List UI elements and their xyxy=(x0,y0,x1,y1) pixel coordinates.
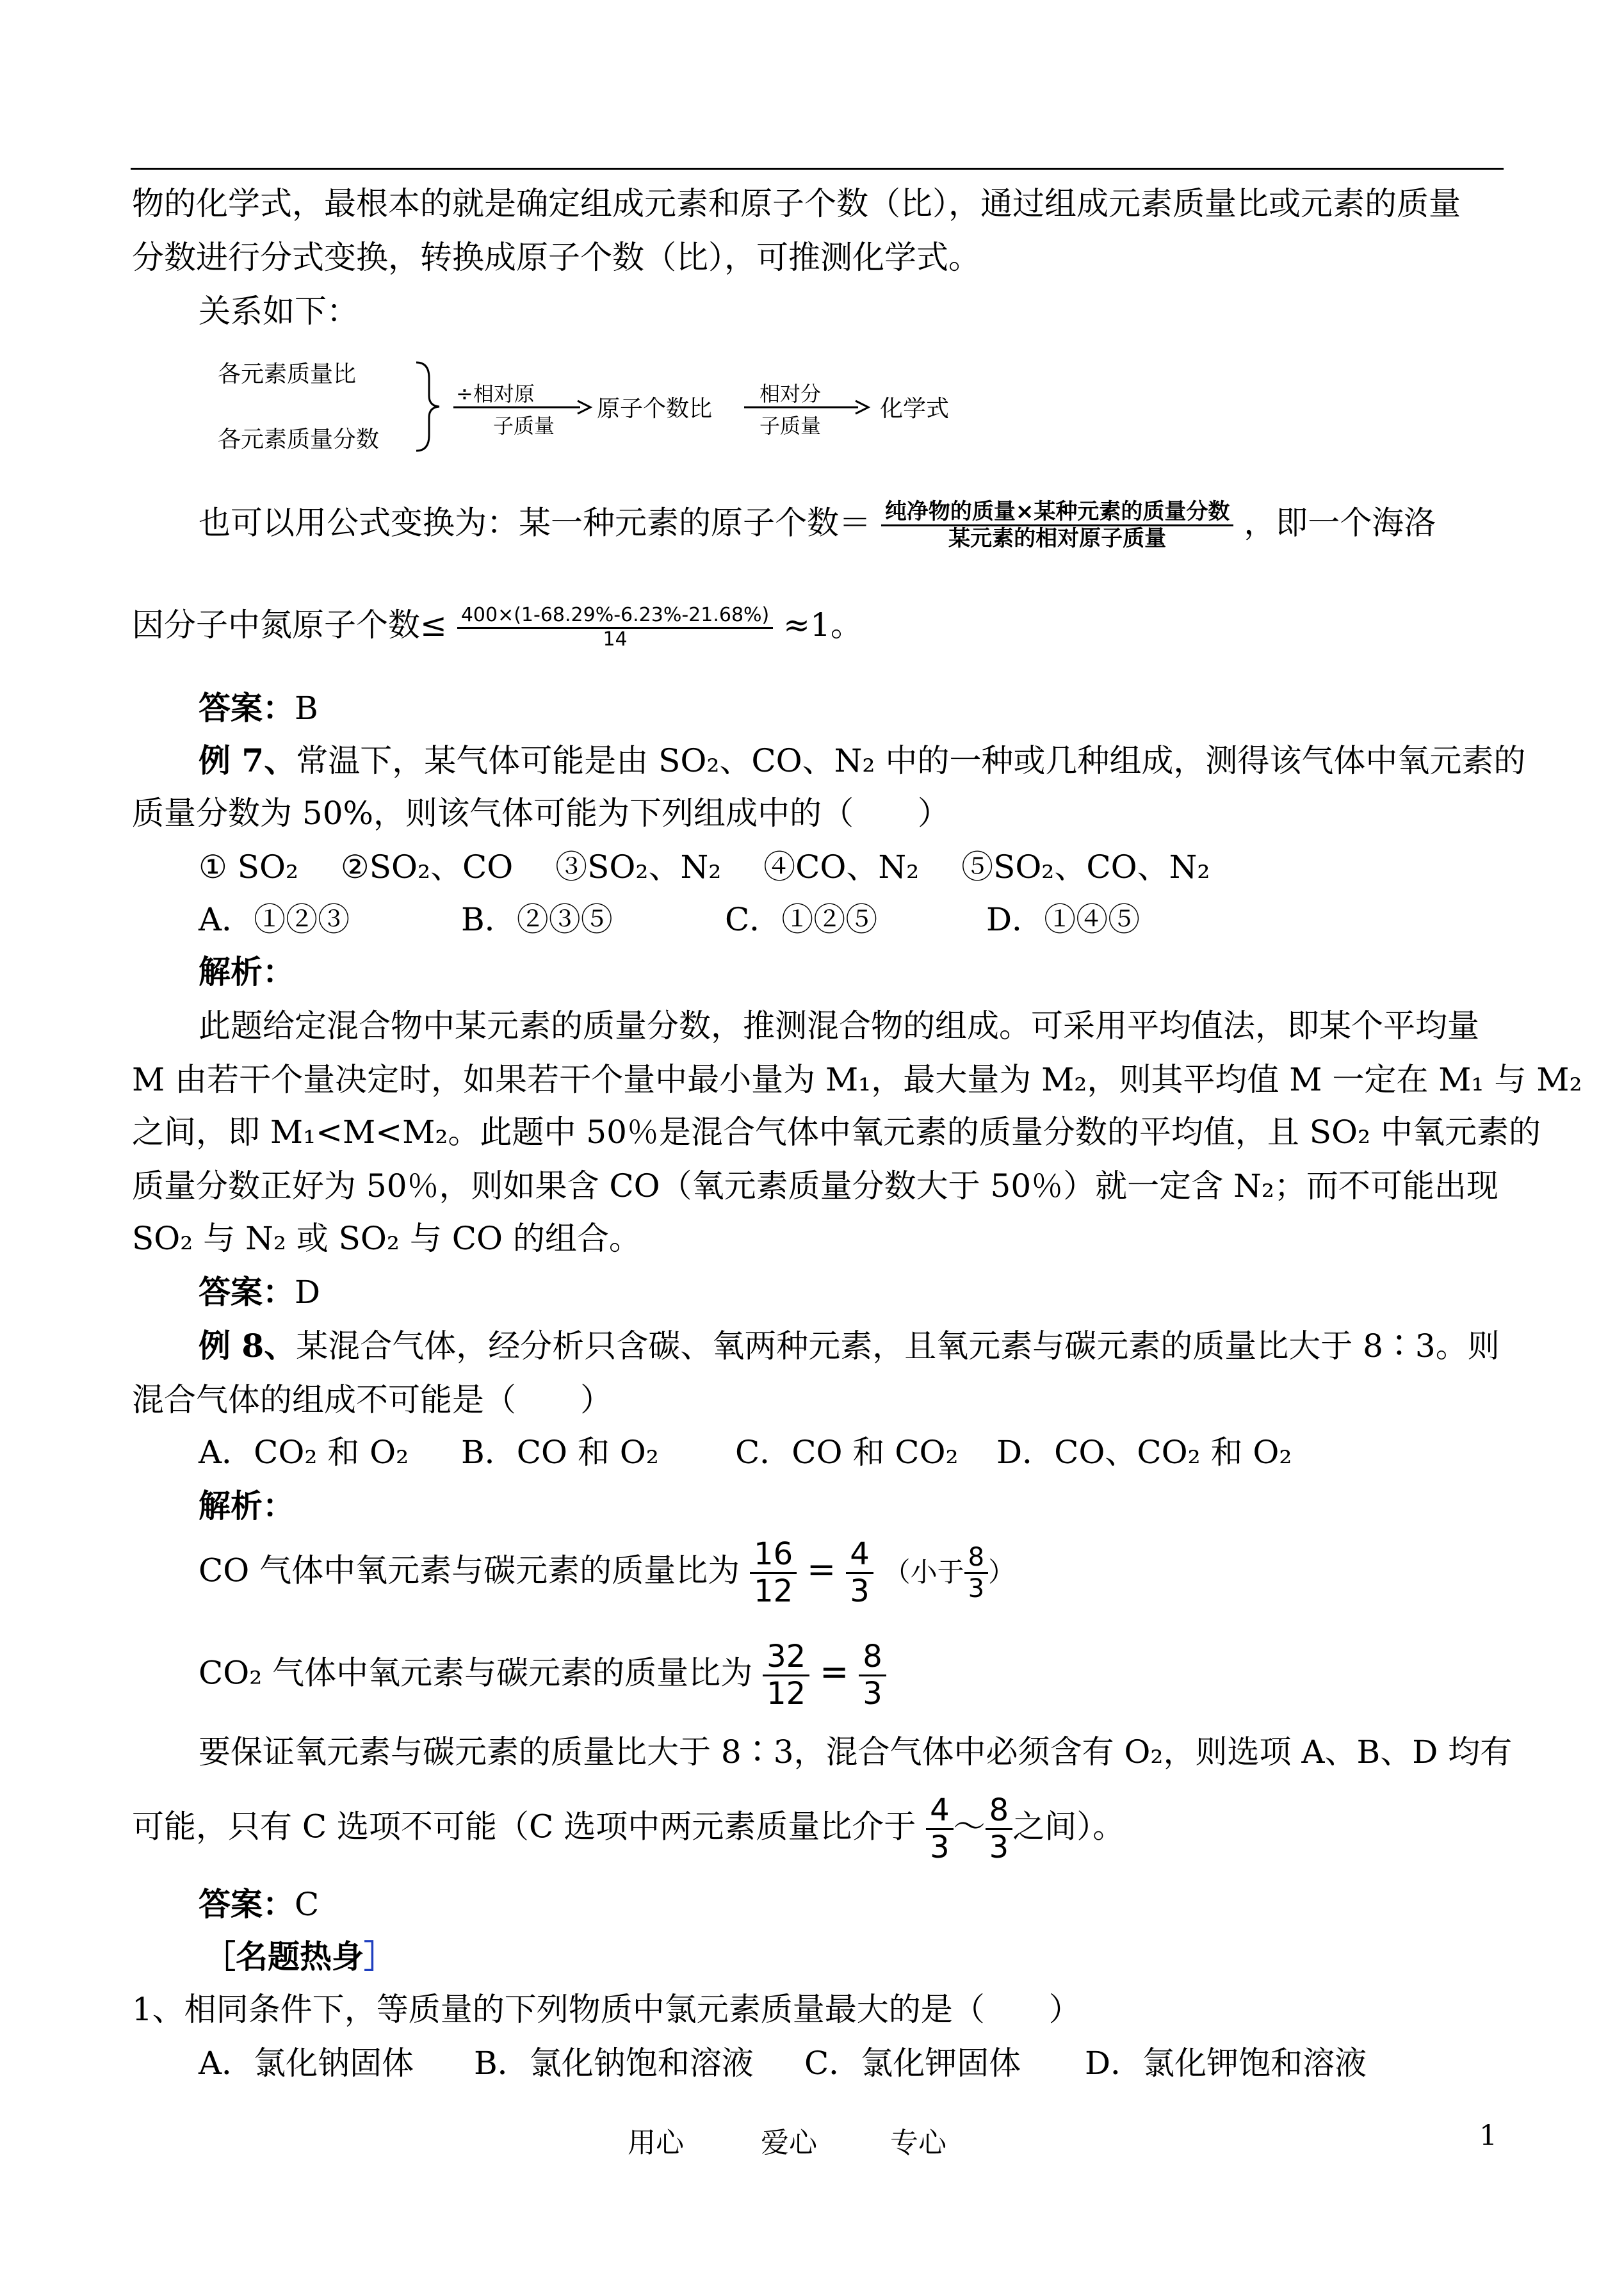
option-c: C．氯化钾固体 xyxy=(804,2045,1021,2082)
answer-label: 答案： xyxy=(199,1273,295,1311)
fraction-denominator: 12 xyxy=(754,1573,793,1610)
paragraph-line: M 由若干个量决定时，如果若干个量中最小量为 M₁，最大量为 M₂，则其平均值 M 一定在 M₁ 与 M₂ xyxy=(132,1061,1582,1098)
arrow-right-icon xyxy=(452,400,593,415)
diagram-formula: 化学式 xyxy=(880,396,950,422)
answer-line xyxy=(199,685,318,731)
range-text: 之间）。 xyxy=(1012,1808,1125,1845)
diagram-mass-ratio: 各元素质量比 xyxy=(218,361,357,387)
co-ratio-line xyxy=(199,1537,1015,1609)
fraction-numerator: 8 xyxy=(964,1543,988,1574)
fraction xyxy=(881,499,1234,551)
fraction xyxy=(763,1639,809,1712)
arrow2-top-label: 相对分 xyxy=(759,382,822,406)
formula-line xyxy=(132,602,863,651)
fraction xyxy=(859,1639,886,1712)
fraction-numerator: 32 xyxy=(763,1639,809,1676)
section-title xyxy=(204,1934,396,1980)
answer-value: B xyxy=(295,690,318,727)
paragraph-line xyxy=(132,1793,1125,1865)
section-title-bracket: ］ xyxy=(364,1938,396,1975)
option-a: A．①②③ xyxy=(199,901,350,938)
brace-icon xyxy=(410,359,448,455)
equals-sign: = xyxy=(807,1549,836,1590)
question-1: 1、相同条件下，等质量的下列物质中氯元素质量最大的是（ ） xyxy=(132,1991,1081,2028)
example-text: 某混合气体，经分析只含碳、氧两种元素，且氧元素与碳元素的质量比大于 8∶3。则 xyxy=(296,1327,1500,1365)
tilde: ～ xyxy=(953,1808,986,1845)
analysis-label: 解析： xyxy=(199,953,295,991)
paragraph-line: 混合气体的组成不可能是（ ） xyxy=(132,1381,612,1418)
header-rule xyxy=(131,168,1504,170)
example-label: 例 8、 xyxy=(199,1327,296,1365)
fraction-denominator: 3 xyxy=(850,1573,870,1610)
co-note: （小于 xyxy=(883,1556,964,1588)
fraction-numerator: 纯净物的质量×某种元素的质量分数 xyxy=(881,499,1234,526)
fraction-denominator: 3 xyxy=(863,1676,882,1712)
co-ratio-text: CO 气体中氧元素与碳元素的质量比为 xyxy=(199,1552,740,1589)
fraction-denominator: 3 xyxy=(968,1574,985,1604)
fraction-numerator: 8 xyxy=(986,1793,1013,1830)
option-d: D．氯化钾饱和溶液 xyxy=(1085,2045,1367,2082)
fraction-numerator: 8 xyxy=(859,1639,886,1676)
fraction xyxy=(846,1537,873,1609)
formula-text: 也可以用公式变换为：某一种元素的原子个数＝ xyxy=(199,504,871,542)
formula-text: ，即一个海洛 xyxy=(1244,504,1436,542)
option-d: D．①④⑤ xyxy=(986,901,1141,938)
example-7-line xyxy=(199,738,1525,784)
paragraph-line: 分数进行分式变换，转换成原子个数（比），可推测化学式。 xyxy=(132,239,980,276)
equals-sign: = xyxy=(820,1651,849,1692)
paragraph-line: 质量分数正好为 50％，则如果含 CO（氧元素质量分数大于 50％）就一定含 N₂；而不可能出现 xyxy=(132,1167,1498,1204)
formula-line xyxy=(199,499,1436,551)
paragraph-line: SO₂ 与 N₂ 或 SO₂ 与 CO 的组合。 xyxy=(132,1220,641,1257)
answer-line xyxy=(199,1269,320,1315)
fraction xyxy=(926,1793,954,1865)
fraction-numerator: 4 xyxy=(926,1793,954,1830)
co2-ratio-line xyxy=(199,1639,886,1712)
option-b: B．氯化钠饱和溶液 xyxy=(474,2045,754,2082)
arrow1-top-label: ÷相对原 xyxy=(456,382,535,406)
fraction-denominator: 某元素的相对原子质量 xyxy=(948,526,1167,552)
arrow-right-icon xyxy=(743,400,871,415)
co-note: ） xyxy=(988,1556,1016,1588)
fraction xyxy=(986,1793,1013,1865)
example-8-line xyxy=(199,1323,1500,1369)
fraction-numerator: 16 xyxy=(750,1537,797,1574)
answer-label: 答案： xyxy=(199,1885,295,1923)
arrow2-bottom-label: 子质量 xyxy=(759,414,822,438)
option-b: B．②③⑤ xyxy=(461,901,613,938)
paragraph-line: 要保证氧元素与碳元素的质量比大于 8∶3，混合气体中必须含有 O₂，则选项 A、B、D 均有 xyxy=(199,1733,1513,1771)
arrow1-bottom-label: 子质量 xyxy=(493,414,555,438)
fraction-denominator: 3 xyxy=(989,1829,1009,1866)
formula-text: 因分子中氮原子个数≤ xyxy=(132,606,447,644)
example-label: 例 7、 xyxy=(199,742,296,779)
option-a: A．CO₂ 和 O₂ xyxy=(199,1434,409,1471)
footer-slogan: 专心 xyxy=(890,2127,946,2159)
option-d: D．CO、CO₂ 和 O₂ xyxy=(996,1434,1292,1471)
fraction xyxy=(457,604,773,651)
diagram-mass-fraction: 各元素质量分数 xyxy=(218,426,380,453)
diagram-atom-ratio: 原子个数比 xyxy=(597,396,713,422)
option-c: C．CO 和 CO₂ xyxy=(735,1434,959,1471)
option-b: B．CO 和 O₂ xyxy=(461,1434,659,1471)
co2-ratio-text: CO₂ 气体中氧元素与碳元素的质量比为 xyxy=(199,1654,753,1692)
fraction-denominator: 14 xyxy=(603,628,628,651)
analysis-label: 解析： xyxy=(199,1487,295,1525)
page-number: 1 xyxy=(1479,2120,1497,2152)
option-c: C．①②⑤ xyxy=(725,901,878,938)
footer-slogan: 爱心 xyxy=(761,2127,817,2159)
answer-line xyxy=(199,1881,319,1927)
answer-value: C xyxy=(295,1886,320,1923)
range-text: 可能，只有 C 选项不可能（C 选项中两元素质量比介于 xyxy=(132,1808,916,1845)
paragraph-line: 质量分数为 50%，则该气体可能为下列组成中的（ ） xyxy=(132,795,950,832)
answer-value: D xyxy=(295,1274,321,1311)
answer-label: 答案： xyxy=(199,689,295,727)
paragraph-line: 此题给定混合物中某元素的质量分数，推测混合物的组成。可采用平均值法，即某个平均量 xyxy=(199,1007,1479,1044)
section-title-text: ［名题热身 xyxy=(204,1938,364,1975)
paragraph-line: 物的化学式，最根本的就是确定组成元素和原子个数（比），通过组成元素质量比或元素的质量 xyxy=(132,185,1461,222)
formula-text: ≈1。 xyxy=(783,606,863,644)
fraction-denominator: 3 xyxy=(930,1829,950,1866)
paragraph-line: 之间，即 M₁<M<M₂。此题中 50％是混合气体中氧元素的质量分数的平均值，且 SO₂ 中氧元素的 xyxy=(132,1114,1541,1151)
option-a: A．氯化钠固体 xyxy=(199,2045,414,2082)
fraction-numerator: 4 xyxy=(846,1537,873,1574)
fraction-denominator: 12 xyxy=(767,1676,806,1712)
fraction xyxy=(964,1543,988,1603)
paragraph-line: 关系如下： xyxy=(199,293,359,330)
choice-items: ① SO₂ ②SO₂、CO ③SO₂、N₂ ④CO、N₂ ⑤SO₂、CO、N₂ xyxy=(199,848,1210,886)
fraction-numerator: 400×(1-68.29%-6.23%-21.68%) xyxy=(457,604,773,629)
fraction xyxy=(750,1537,797,1609)
example-text: 常温下，某气体可能是由 SO₂、CO、N₂ 中的一种或几种组成，测得该气体中氧元素的 xyxy=(296,742,1526,779)
footer-slogan: 用心 xyxy=(628,2127,684,2159)
